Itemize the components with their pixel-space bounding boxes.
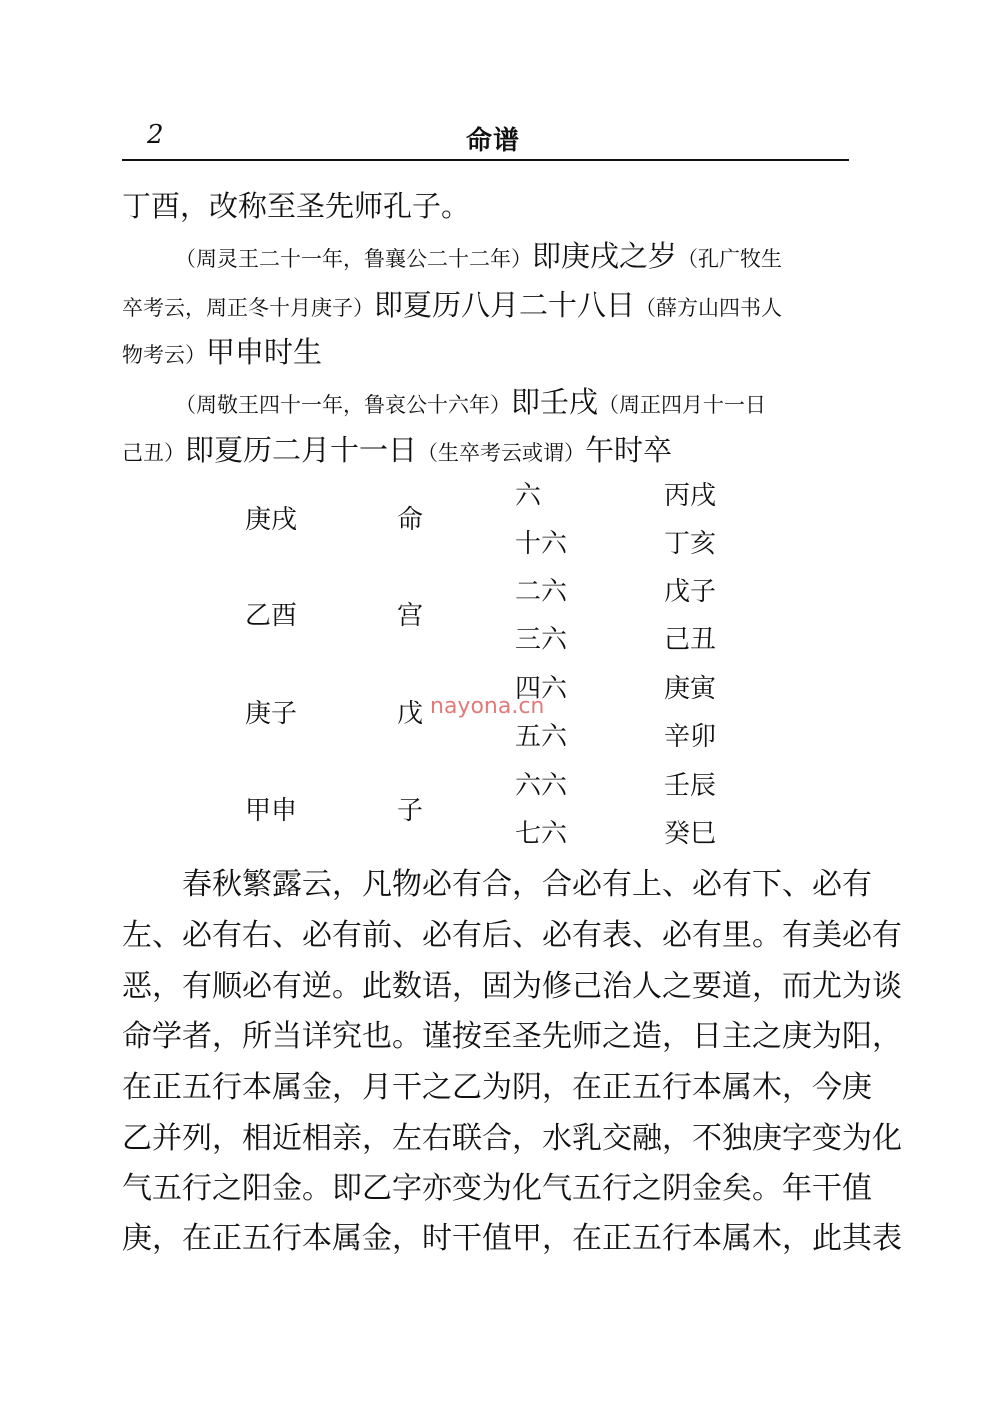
pillar: 庚戌 [245, 505, 298, 535]
luck-pillar: 丙戌 [664, 481, 717, 511]
luck-age: 十六 [515, 529, 568, 559]
luck-age: 三六 [515, 625, 568, 655]
birth-note-1: （周灵王二十一年，鲁襄公二十二年） [175, 247, 532, 271]
intro-line: 丁酉，改称至圣先师孔子。 [122, 189, 471, 223]
body-line: 恶，有顺必有逆。此数语，固为修己治人之要道，而尤为谈 [122, 969, 902, 1004]
death-note-3: 己丑） [122, 441, 185, 465]
luck-pillar: 戊子 [664, 577, 717, 607]
birth-note-2: （孔广牧生 [677, 247, 783, 271]
death-line-1 [175, 384, 766, 423]
luck-pillar: 辛卯 [664, 722, 717, 752]
death-note-1: （周敬王四十一年，鲁哀公十六年） [175, 393, 511, 417]
birth-note-4: （薛方山四书人 [635, 296, 783, 320]
body-line: 在正五行本属金，月干之乙为阴，在正五行本属木，今庚 [122, 1070, 872, 1105]
death-text-1: 即壬戌 [511, 385, 599, 419]
luck-age: 六 [515, 481, 542, 511]
death-note-4: （生卒考云或谓） [417, 441, 586, 465]
body-line: 春秋繁露云，凡物必有合，合必有上、必有下、必有 [182, 867, 872, 902]
luck-age: 二六 [515, 577, 568, 607]
body-line: 左、必有右、必有前、必有后、必有表、必有里。有美必有 [122, 918, 902, 953]
birth-line-1 [175, 238, 782, 277]
pillar: 乙酉 [245, 601, 298, 631]
luck-pillar: 己丑 [664, 625, 717, 655]
luck-pillar: 庚寅 [664, 674, 717, 704]
column-char: 子 [397, 796, 424, 826]
luck-age: 五六 [515, 722, 568, 752]
luck-age: 四六 [515, 674, 568, 704]
luck-pillar: 壬辰 [664, 771, 717, 801]
luck-age: 七六 [515, 819, 568, 849]
pillar: 甲申 [245, 796, 298, 826]
birth-line-2 [122, 287, 782, 326]
death-text-2: 即夏历二月十一日 [185, 433, 418, 467]
column-char: 戊 [397, 699, 424, 729]
column-char: 命 [397, 505, 424, 535]
death-text-3: 午时卒 [585, 433, 673, 467]
header-rule [122, 159, 849, 161]
luck-pillar: 癸巳 [664, 819, 717, 849]
column-char: 宫 [397, 601, 424, 631]
page-number: 2 [147, 120, 164, 150]
birth-text-1: 即庚戌之岁 [532, 239, 678, 273]
death-line-2 [122, 432, 672, 471]
birth-text-3: 甲申时生 [206, 335, 323, 369]
running-title: 命谱 [466, 126, 521, 156]
birth-line-3 [122, 334, 322, 373]
watermark: nayona.cn [430, 694, 545, 719]
pillar: 庚子 [245, 699, 298, 729]
body-line: 命学者，所当详究也。谨按至圣先师之造，日主之庚为阳， [122, 1019, 902, 1054]
body-line: 乙并列，相近相亲，左右联合，水乳交融，不独庚字变为化 [122, 1121, 902, 1156]
luck-pillar: 丁亥 [664, 529, 717, 559]
body-line: 庚，在正五行本属金，时干值甲，在正五行本属木，此其表 [122, 1221, 902, 1256]
luck-age: 六六 [515, 771, 568, 801]
body-line: 气五行之阳金。即乙字亦变为化气五行之阴金矣。年干值 [122, 1171, 872, 1206]
birth-note-3: 卒考云，周正冬十月庚子） [122, 296, 374, 320]
death-note-2: （周正四月十一日 [598, 393, 767, 417]
birth-note-5: 物考云） [122, 343, 206, 367]
birth-text-2: 即夏历八月二十八日 [374, 288, 636, 322]
